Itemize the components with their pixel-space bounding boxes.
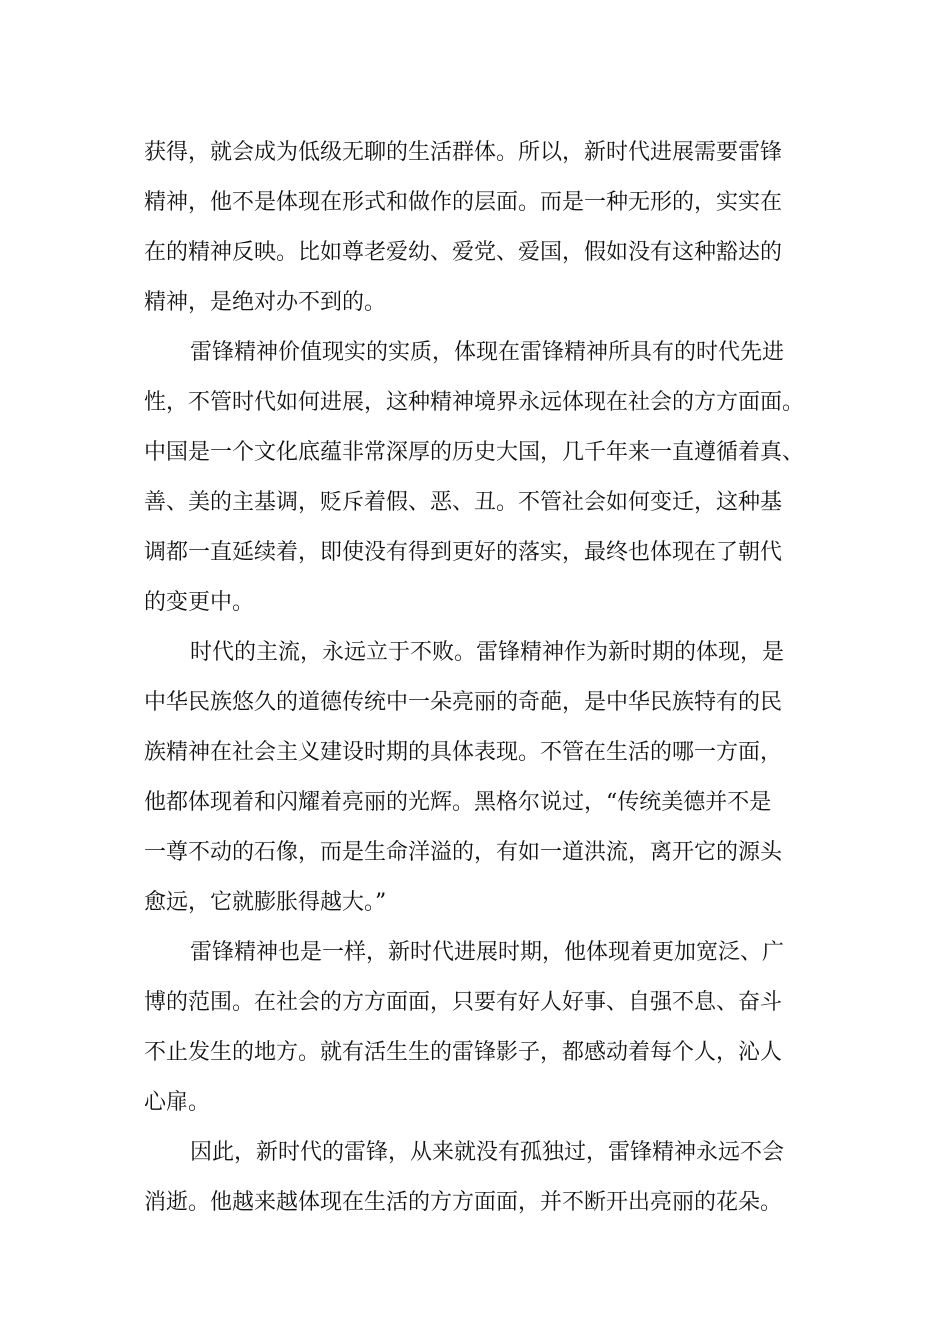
paragraph-3 bbox=[144, 628, 824, 928]
paragraph-1 bbox=[144, 128, 824, 328]
text-line: 的变更中。 bbox=[144, 590, 255, 615]
text-line: 他都体现着和闪耀着亮丽的光辉。黑格尔说过，“传统美德并不是 bbox=[144, 790, 772, 815]
text-line: 中华民族悠久的道德传统中一朵亮丽的奇葩，是中华民族特有的民 bbox=[144, 690, 783, 715]
text-line: 雷锋精神也是一样，新时代进展时期，他体现着更加宽泛、广 bbox=[190, 940, 785, 965]
text-line: 族精神在社会主义建设时期的具体表现。不管在生活的哪一方面， bbox=[144, 740, 783, 765]
text-line: 因此，新时代的雷锋，从来就没有孤独过，雷锋精神永远不会 bbox=[190, 1140, 785, 1165]
paragraph-4 bbox=[144, 928, 824, 1128]
text-line: 获得，就会成为低级无聊的生活群体。所以，新时代进展需要雷锋 bbox=[144, 140, 783, 165]
document-body bbox=[144, 128, 824, 1228]
paragraph-2 bbox=[144, 328, 824, 628]
text-line: 善、美的主基调，贬斥着假、恶、丑。不管社会如何变迁，这种基 bbox=[144, 490, 783, 515]
text-line: 性，不管时代如何进展，这种精神境界永远体现在社会的方方面面。 bbox=[144, 390, 805, 415]
text-line: 在的精神反映。比如尊老爱幼、爱党、爱国，假如没有这种豁达的 bbox=[144, 240, 783, 265]
text-line: 不止发生的地方。就有活生生的雷锋影子，都感动着每个人，沁人 bbox=[144, 1040, 783, 1065]
text-line: 中国是一个文化底蕴非常深厚的历史大国，几千年来一直遵循着真、 bbox=[144, 440, 805, 465]
text-line: 调都一直延续着，即使没有得到更好的落实，最终也体现在了朝代 bbox=[144, 540, 783, 565]
text-line: 精神，他不是体现在形式和做作的层面。而是一种无形的，实实在 bbox=[144, 190, 783, 215]
text-line: 心扉。 bbox=[144, 1090, 211, 1115]
text-line: 消逝。他越来越体现在生活的方方面面，并不断开出亮丽的花朵。 bbox=[144, 1190, 783, 1215]
text-line: 时代的主流，永远立于不败。雷锋精神作为新时期的体现，是 bbox=[190, 640, 785, 665]
text-line: 博的范围。在社会的方方面面，只要有好人好事、自强不息、奋斗 bbox=[144, 990, 783, 1015]
text-line: 一尊不动的石像，而是生命洋溢的，有如一道洪流，离开它的源头 bbox=[144, 840, 783, 865]
text-line: 精神，是绝对办不到的。 bbox=[144, 290, 387, 315]
text-line: 愈远，它就膨胀得越大。” bbox=[144, 890, 387, 915]
text-line: 雷锋精神价值现实的实质，体现在雷锋精神所具有的时代先进 bbox=[190, 340, 785, 365]
paragraph-5 bbox=[144, 1128, 824, 1228]
